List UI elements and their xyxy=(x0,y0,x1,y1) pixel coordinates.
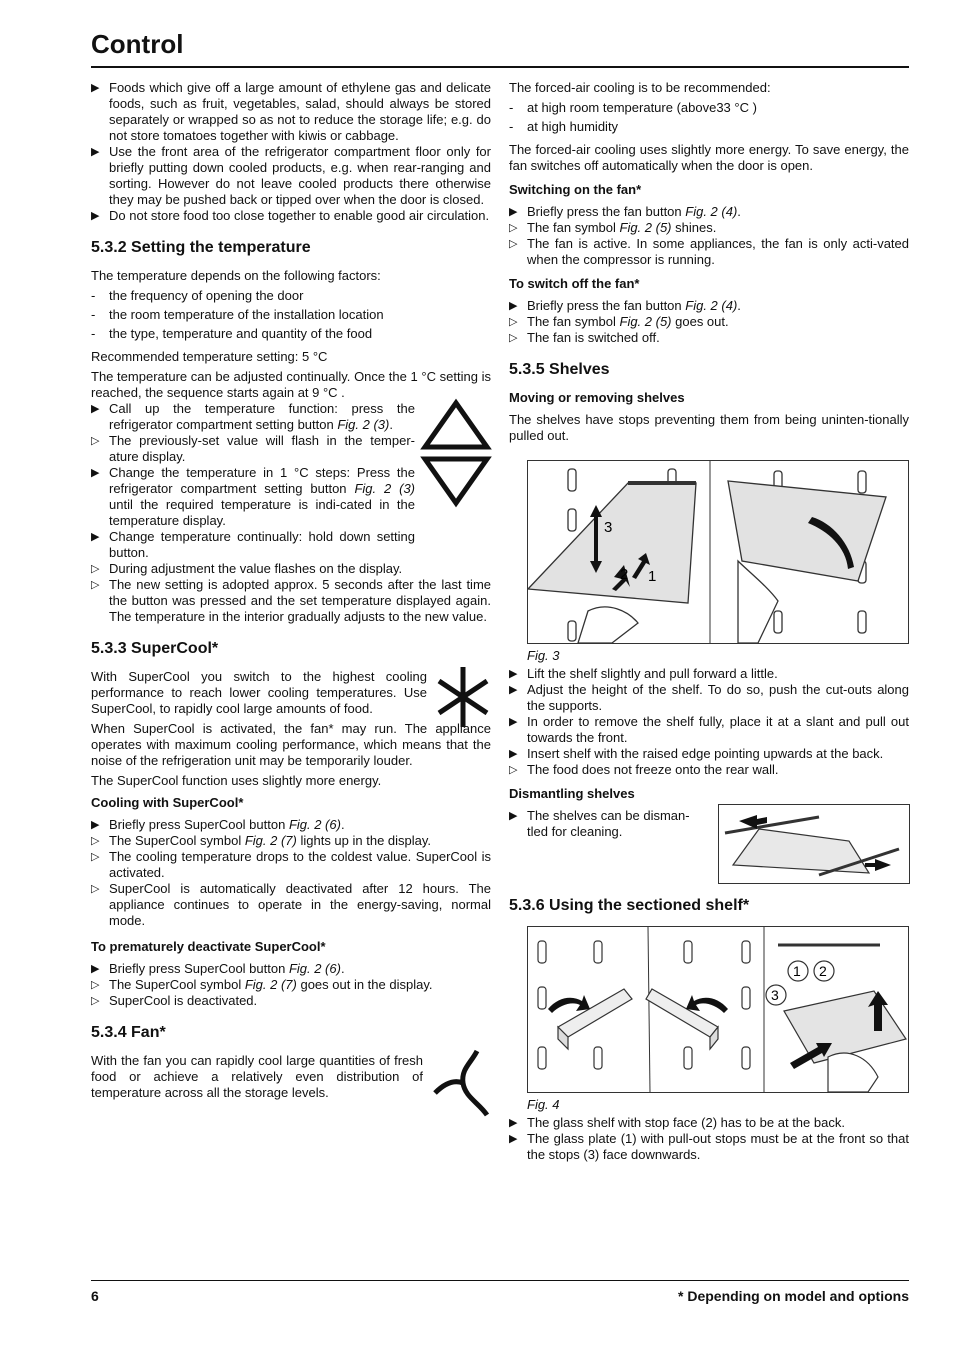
figure-4-label-1: 1 xyxy=(793,963,801,979)
supercool-paragraph: With SuperCool you switch to the highest cooling performance to reach lower cooling temperatures. Use SuperCool, to rapidly cool large amounts of food. xyxy=(91,669,427,716)
forced-air-conditions-list xyxy=(509,100,909,135)
temperature-steps xyxy=(91,401,491,625)
dismantling-figure xyxy=(718,804,910,884)
list-marker: ▶ xyxy=(91,210,100,222)
list-marker: - xyxy=(91,307,96,322)
figure-3-label-1: 1 xyxy=(648,568,657,585)
supercool-intro xyxy=(91,669,491,717)
left-column xyxy=(91,80,491,1105)
subheading-moving-shelves: Moving or removing shelves xyxy=(509,390,685,405)
list-marker: ▶ xyxy=(509,668,518,680)
list-item-text: Lift the shelf slightly and pull forward a little. xyxy=(527,666,778,681)
list-item xyxy=(509,762,909,778)
list-marker: - xyxy=(91,288,96,303)
list-item-text: at high room temperature (above33 °C ) xyxy=(527,100,757,115)
list-marker: - xyxy=(509,100,514,115)
list-item xyxy=(509,682,909,714)
supercool-paragraph: The SuperCool function uses slightly more energy. xyxy=(91,773,382,788)
step-item: ▶ Briefly press SuperCool button Fig. 2 (6). xyxy=(91,961,345,976)
forced-air-intro: The forced-air cooling is to be recommended: xyxy=(509,80,771,95)
section-heading-5-3-4: 5.3.4 Fan* xyxy=(91,1024,166,1041)
figure-3-shelves xyxy=(527,460,909,644)
list-marker: ▶ xyxy=(509,1117,518,1129)
list-marker: ▶ xyxy=(509,1133,518,1145)
fan-icon xyxy=(431,1047,491,1117)
figure-4-caption: Fig. 4 xyxy=(527,1097,560,1112)
forced-air-paragraph: The forced-air cooling uses slightly more energy. To save energy, the fan switches off automatically when the door is open. xyxy=(509,142,909,173)
result-item: ▷ The cooling temperature drops to the coldest value. SuperCool is activated. xyxy=(91,849,491,880)
sectioned-shelf-illustration xyxy=(528,927,908,1092)
list-item xyxy=(91,144,491,208)
adjust-paragraph: The temperature can be adjusted continually. Once the 1 °C setting is reached, the sequence starts again at 9 °C . xyxy=(91,369,491,400)
list-item xyxy=(509,666,909,682)
step-item: ▶ Change the temperature in 1 °C steps: Press the refrigerator compartment setting button Fig. 2 (3) until the required temperature is indi-cated in the temperature display. xyxy=(91,465,415,528)
step-item: ▶ Briefly press SuperCool button Fig. 2 (6). xyxy=(91,817,345,832)
temperature-factors-list xyxy=(91,288,491,342)
recommended-setting: Recommended temperature setting: 5 °C xyxy=(91,349,328,364)
page-title: Control xyxy=(91,29,184,59)
list-marker: ▶ xyxy=(509,716,518,728)
section-heading-5-3-5: 5.3.5 Shelves xyxy=(509,361,610,378)
list-item-text: at high humidity xyxy=(527,119,619,134)
result-item: ▷ The fan is active. In some appliances, the fan is only acti-vated when the compressor is running. xyxy=(509,236,909,267)
list-item-text: the room temperature of the installation location xyxy=(109,307,384,322)
dash-list-item xyxy=(509,100,909,116)
section-heading-5-3-6: 5.3.6 Using the sectioned shelf* xyxy=(509,897,750,914)
right-column xyxy=(509,80,909,1163)
section-heading-5-3-3: 5.3.3 SuperCool* xyxy=(91,640,219,657)
dash-list-item xyxy=(91,288,491,304)
fan-intro xyxy=(91,1053,491,1101)
step-item: ▶ Call up the temperature function: press the refrigerator compartment setting button Fig. 2 (3). xyxy=(91,401,415,432)
list-item xyxy=(509,1131,909,1163)
list-item-text: Foods which give off a large amount of ethylene gas and delicate foods, such as fruit, vegetables, salad, should always be stored separately or wrapped so as not to reduce the storage life; e.g. do not store tomatoes together with kiwis or cabbage. xyxy=(109,80,491,143)
list-marker: ▶ xyxy=(509,748,518,760)
temperature-setting-up-down-icon xyxy=(419,397,493,513)
list-marker: ▶ xyxy=(91,82,100,94)
list-item xyxy=(509,746,909,762)
list-item-text: Use the front area of the refrigerator compartment floor only for briefly putting down cooled products, e.g. when rear-ranging and sorting. However do not leave cooled products there otherwise they may be pushed back or tipped over when the door is closed. xyxy=(109,144,491,207)
intro-bullet-list xyxy=(91,80,491,224)
list-item-text: The glass plate (1) with pull-out stops must be at the front so that the stops (3) face downwards. xyxy=(527,1131,909,1162)
list-item-text: the frequency of opening the door xyxy=(109,288,304,303)
list-item-text: The food does not freeze onto the rear wall. xyxy=(527,762,779,777)
figure-3-label-2: 2 xyxy=(620,566,629,583)
supercool-icon xyxy=(435,665,491,729)
dash-list-item xyxy=(91,326,491,342)
fan-paragraph: With the fan you can rapidly cool large quantities of fresh food or achieve a relatively even distribution of temperature across all the storage levels. xyxy=(91,1053,423,1100)
dash-list-item xyxy=(509,119,909,135)
section-heading-5-3-2: 5.3.2 Setting the temperature xyxy=(91,239,311,256)
list-item-text: Do not store food too close together to enable good air circulation. xyxy=(109,208,490,223)
result-item: ▷ The SuperCool symbol Fig. 2 (7) goes out in the display. xyxy=(91,977,433,992)
result-item: ▷ The new setting is adopted approx. 5 seconds after the last time the button was pressed and the set temperature displayed again. The temperature in the interior gradually adjusts to the new value. xyxy=(91,577,491,624)
list-item xyxy=(509,714,909,746)
list-marker: - xyxy=(509,119,514,134)
dash-list-item xyxy=(91,307,491,323)
subheading-switch-off-fan: To switch off the fan* xyxy=(509,276,640,291)
step-item: ▶ Briefly press the fan button Fig. 2 (4). xyxy=(509,298,741,313)
result-item: ▷ SuperCool is deactivated. xyxy=(91,993,258,1008)
header-rule xyxy=(91,66,909,68)
list-item-text: The glass shelf with stop face (2) has to be at the back. xyxy=(527,1115,845,1130)
dismantling-illustration xyxy=(719,805,909,883)
dismantling-block xyxy=(509,808,909,888)
result-item: ▷ SuperCool is automatically deactivated after 12 hours. The appliance continues to operate in the energy-saving, normal mode. xyxy=(91,881,491,928)
result-item: ▷ The fan is switched off. xyxy=(509,330,660,345)
figure-4-label-3: 3 xyxy=(771,987,779,1003)
shelf-illustration xyxy=(528,461,908,643)
figure-4-label-2: 2 xyxy=(819,963,827,979)
step-item: ▶ Change temperature continually: hold down setting button. xyxy=(91,529,415,560)
list-item xyxy=(91,80,491,144)
sectioned-shelf-list xyxy=(509,1115,909,1163)
list-item xyxy=(509,1115,909,1131)
list-item xyxy=(91,208,491,224)
subheading-switching-on-fan: Switching on the fan* xyxy=(509,182,642,197)
subheading-deactivate-supercool: To prematurely deactivate SuperCool* xyxy=(91,939,326,954)
list-item-text: the type, temperature and quantity of the food xyxy=(109,326,373,341)
list-item-text: Adjust the height of the shelf. To do so, push the cut-outs along the supports. xyxy=(527,682,909,713)
figure-3-label-3: 3 xyxy=(604,519,613,536)
step-item: ▶ The shelves can be disman-tled for cleaning. xyxy=(509,808,690,839)
list-marker: ▷ xyxy=(509,764,518,776)
subheading-dismantling-shelves: Dismantling shelves xyxy=(509,786,635,801)
figure-3-caption: Fig. 3 xyxy=(527,648,560,663)
result-item: ▷ The SuperCool symbol Fig. 2 (7) lights up in the display. xyxy=(91,833,432,848)
page-number: 6 xyxy=(91,1288,99,1304)
list-marker: - xyxy=(91,326,96,341)
list-item-text: In order to remove the shelf fully, place it at a slant and pull out towards the front. xyxy=(527,714,909,745)
footer-rule xyxy=(91,1280,909,1281)
list-item-text: Insert shelf with the raised edge pointing upwards at the back. xyxy=(527,746,884,761)
result-item: ▷ The fan symbol Fig. 2 (5) goes out. xyxy=(509,314,729,329)
subheading-cooling-with-supercool: Cooling with SuperCool* xyxy=(91,795,244,810)
step-item: ▶ Briefly press the fan button Fig. 2 (4). xyxy=(509,204,741,219)
list-marker: ▶ xyxy=(91,146,100,158)
figure-4-sectioned-shelf xyxy=(527,926,909,1093)
footer-note: * Depending on model and options xyxy=(678,1288,909,1304)
shelves-paragraph: The shelves have stops preventing them from being uninten-tionally pulled out. xyxy=(509,412,909,443)
temperature-factors-intro: The temperature depends on the following factors: xyxy=(91,268,381,283)
result-item: ▷ During adjustment the value flashes on the display. xyxy=(91,561,403,576)
result-item: ▷ The fan symbol Fig. 2 (5) shines. xyxy=(509,220,717,235)
supercool-paragraph: When SuperCool is activated, the fan* may run. The appliance operates with maximum cooling performance, which means that the noise of the refrigeration unit may be temporarily louder. xyxy=(91,721,491,768)
shelves-steps-list xyxy=(509,666,909,778)
list-marker: ▶ xyxy=(509,684,518,696)
result-item: ▷ The previously-set value will flash in the temper-ature display. xyxy=(91,433,415,464)
